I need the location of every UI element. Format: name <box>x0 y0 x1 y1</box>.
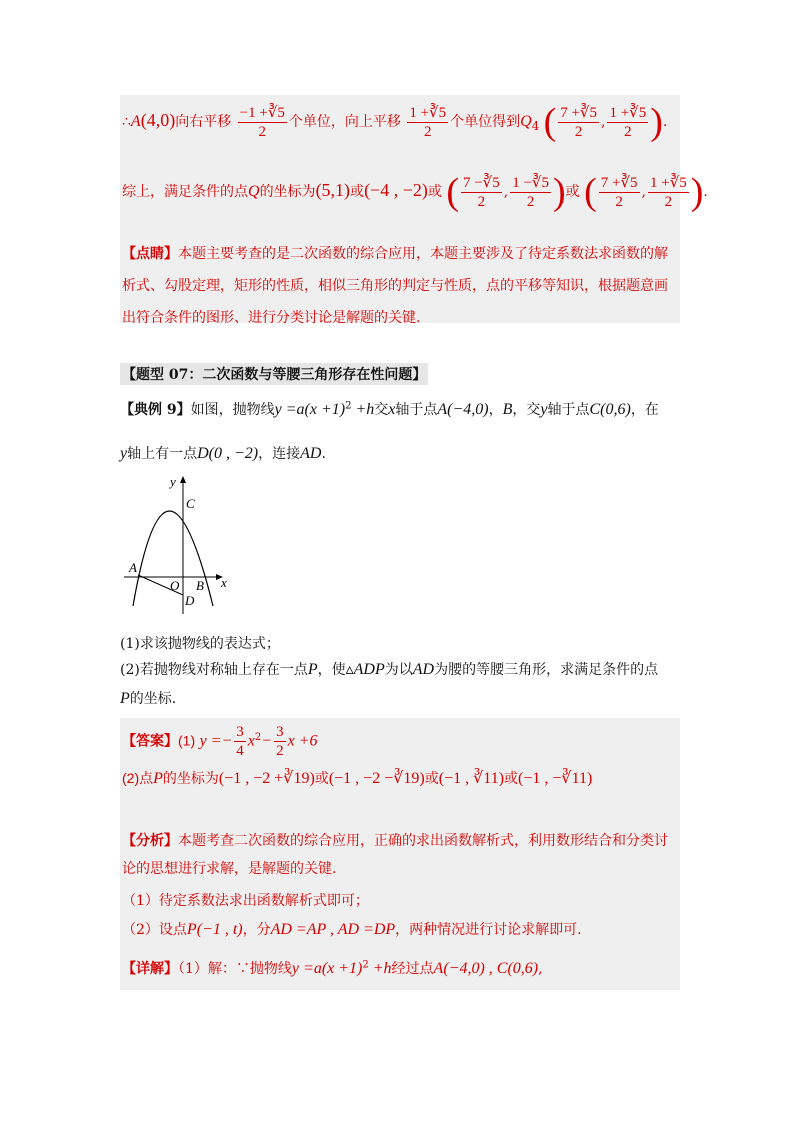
label-d: D <box>185 593 195 608</box>
problem-line-1: 【典例 9】如图，抛物线$y =a(x +1)^2 +h$交x轴于点A(−4,0)，B，交y轴于点C(0,6)，在 <box>120 400 659 418</box>
analysis-paragraph: 【分析】本题考查二次函数的综合应用，正确的求出函数解析式，利用数形结合和分类讨论的思想进行求解，是解题的关键. <box>122 833 668 877</box>
answer-1: 【答案】(1) y =− $\frac{3}{4}$ $x^2-$ $\frac{3}{2}$ x +6 <box>122 724 318 759</box>
label-x: x <box>221 575 227 590</box>
analysis-step-1: （1）待定系数法求出函数解析式即可； <box>122 893 369 909</box>
label-c: C <box>186 496 195 511</box>
detail-line: 【详解】（1）解：∵抛物线$y =a(x +1)^2 +h$经过点A(−4,0) , C(0,6), <box>122 959 543 977</box>
section-title: 【题型 07：二次函数与等腰三角形存在性问题】 <box>120 363 428 385</box>
y-axis-arrow <box>180 476 186 483</box>
label-a: A <box>129 560 137 575</box>
comment-paragraph: 【点睛】本题主要考查的是二次函数的综合应用，本题主要涉及了待定系数法求函数的解析式、勾股定理，矩形的性质，相似三角形的判定与性质，点的平移等知识，根据题意画出符合条件的图形、进行分类讨论是解题的关键. <box>122 246 668 326</box>
question-2: (2)若抛物线对称轴上存在一点P，使▵ADP为以AD为腰的等腰三角形，求满足条件的点 <box>120 661 659 678</box>
question-1: (1)求该抛物线的表达式； <box>120 636 280 652</box>
answer-2: (2)点P的坐标为(−1 , −2 +∛19)或(−1 , −2 −∛19)或(−1 , ∛11)或(−1 , −∛11) <box>122 770 593 787</box>
label-o: O <box>170 578 180 593</box>
summary-line: 综上，满足条件的点Q的坐标为(5,1)或(−4 , −2)或 ( $\frac{7 -∛5}{2}$ , $\frac{1 -∛5}{2}$ )或 ( $\frac{7 +∛5}{2}$ , $\frac{1 +∛5}{2}$ ). <box>122 171 708 213</box>
analysis-step-2: （2）设点P(−1 , t)，分AD =AP , AD =DP，两种情况进行讨论求解即可. <box>122 921 582 938</box>
label-y: y <box>170 474 176 489</box>
label-b: B <box>196 578 204 593</box>
question-2-cont: P的坐标. <box>120 690 177 707</box>
parabola-figure <box>120 474 240 614</box>
problem-line-2: y轴上有一点D(0 , −2)，连接AD. <box>120 445 326 462</box>
translation-line: ∴A(4,0)向右平移 $\frac{-1 +∛5}{2}$ 个单位，向上平移 $\frac{1 +∛5}{2}$ 个单位得到$Q_4$ ( $\frac{7 +∛5}{2}$ , $\frac{1 +∛5}{2}$ ). <box>122 101 668 143</box>
